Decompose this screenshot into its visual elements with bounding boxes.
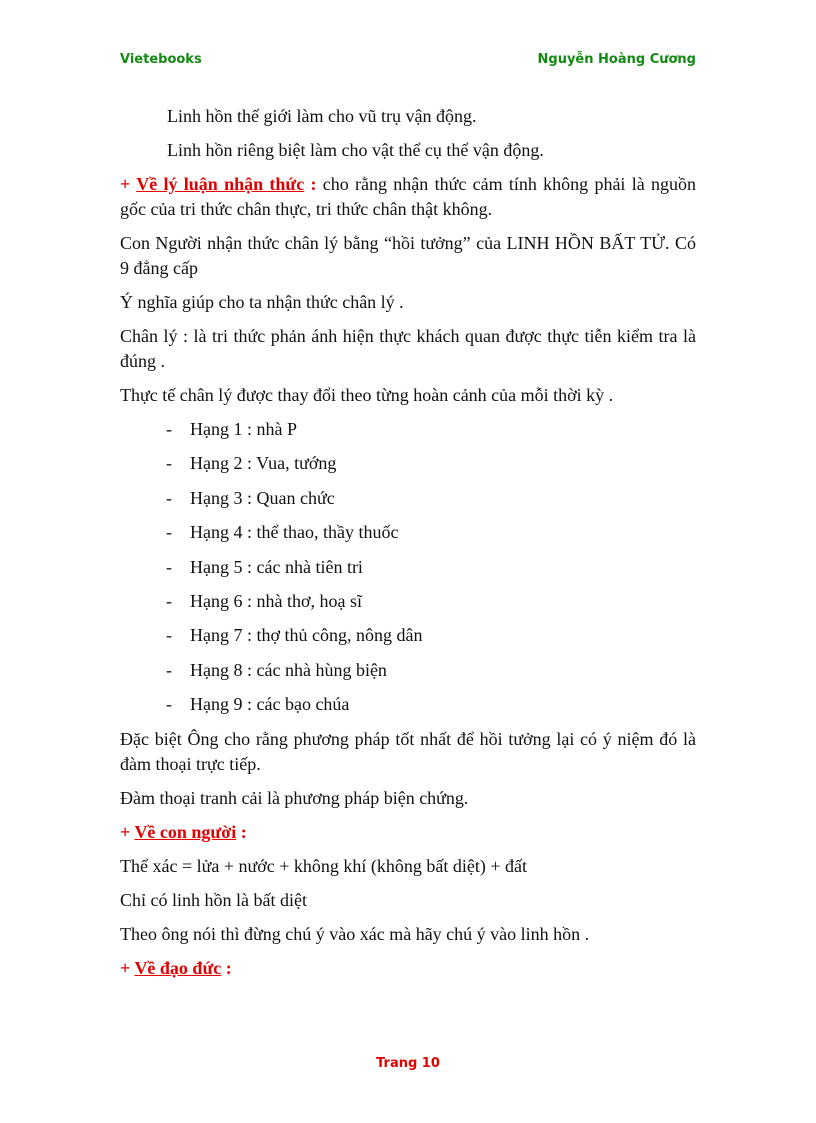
- list-dash: -: [166, 659, 172, 680]
- list-dash: -: [166, 590, 172, 611]
- paragraph-chi-co: Chỉ có linh hồn là bất diệt: [120, 889, 307, 910]
- page-header: [120, 52, 696, 67]
- rank-text: Hạng 1 : nhà P: [190, 419, 297, 439]
- list-item: [120, 658, 696, 683]
- section-plus: +: [120, 821, 135, 842]
- rank-text: Hạng 3 : Quan chức: [190, 487, 335, 508]
- section-ly-luan-nhan-thuc: [120, 172, 696, 222]
- section-con-nguoi: [120, 820, 696, 845]
- paragraph-dam-thoai: Đàm thoại tranh cải là phương pháp biện chứng.: [120, 787, 469, 808]
- list-item: [120, 692, 696, 717]
- list-item: [120, 417, 696, 442]
- rank-text: Hạng 6 : nhà thơ, hoạ sĩ: [190, 590, 362, 611]
- paragraph-dac-biet: Đặc biệt Ông cho rằng phương pháp tốt nhất để hồi tưởng lại có ý niệm đó là đàm thoại trực tiếp.: [120, 728, 696, 774]
- list-dash: -: [166, 625, 172, 646]
- list-dash: -: [166, 487, 172, 508]
- list-dash: -: [166, 419, 172, 439]
- paragraph-y-nghia: Ý nghĩa giúp cho ta nhận thức chân lý .: [120, 292, 404, 312]
- paragraph-thuc-te: Thực tế chân lý được thay đổi theo từng hoàn cảnh của mỗi thời kỳ .: [120, 385, 614, 405]
- list-item: [120, 451, 696, 476]
- header-author: Nguyễn Hoàng Cương: [537, 52, 696, 67]
- list-item: [120, 486, 696, 511]
- paragraph-linh-hon-rieng-biet: Linh hồn riêng biệt làm cho vật thể cụ thể vận động.: [167, 140, 544, 160]
- section-text: cho rằng nhận thức cảm tính không phải là nguồn gốc của tri thức chân thực, tri thức chân thật không.: [120, 174, 696, 219]
- header-left-title: Vietebooks: [120, 52, 202, 67]
- section-colon: :: [304, 174, 317, 194]
- paragraph-the-xac: Thể xác = lửa + nước + không khí (không bất diệt) + đất: [120, 855, 528, 876]
- list-dash: -: [166, 694, 172, 715]
- page-number: Trang 10: [376, 1056, 440, 1071]
- paragraph-theo-ong: Theo ông nói thì đừng chú ý vào xác mà hãy chú ý vào linh hồn .: [120, 923, 590, 944]
- list-item: [120, 520, 696, 545]
- list-item: [120, 555, 696, 580]
- list-dash: -: [166, 556, 172, 577]
- section-colon: :: [236, 821, 247, 842]
- rank-text: Hạng 4 : thể thao, thầy thuốc: [190, 522, 399, 543]
- paragraph-con-nguoi: Con Người nhận thức chân lý bằng “hồi tưởng” của LINH HỒN BẤT TỬ. Có 9 đẳng cấp: [120, 233, 696, 278]
- section-plus: +: [120, 174, 137, 194]
- section-heading-ly-luan-nhan-thuc: Về lý luận nhận thức: [136, 174, 305, 194]
- rank-text: Hạng 2 : Vua, tướng: [190, 453, 337, 474]
- rank-text: Hạng 8 : các nhà hùng biện: [190, 659, 387, 680]
- paragraph-linh-hon-the-gioi: Linh hồn thế giới làm cho vũ trụ vận động.: [167, 106, 477, 126]
- list-dash: -: [166, 453, 172, 474]
- list-item: [120, 623, 696, 648]
- section-heading-dao-duc: Về đạo đức: [134, 957, 222, 978]
- page-footer: [0, 1056, 816, 1071]
- list-item: [120, 589, 696, 614]
- rank-list: [120, 417, 696, 717]
- rank-text: Hạng 9 : các bạo chúa: [190, 694, 350, 715]
- section-colon: :: [221, 957, 232, 978]
- rank-text: Hạng 5 : các nhà tiên tri: [190, 556, 363, 577]
- section-plus: +: [120, 957, 135, 978]
- document-body: [120, 104, 696, 990]
- section-dao-duc: [120, 956, 696, 981]
- paragraph-chan-ly: Chân lý : là tri thức phản ánh hiện thực khách quan được thực tiễn kiểm tra là đúng .: [120, 326, 696, 371]
- rank-text: Hạng 7 : thợ thủ công, nông dân: [190, 625, 423, 646]
- list-dash: -: [166, 522, 172, 543]
- section-heading-con-nguoi: Về con người: [134, 821, 237, 842]
